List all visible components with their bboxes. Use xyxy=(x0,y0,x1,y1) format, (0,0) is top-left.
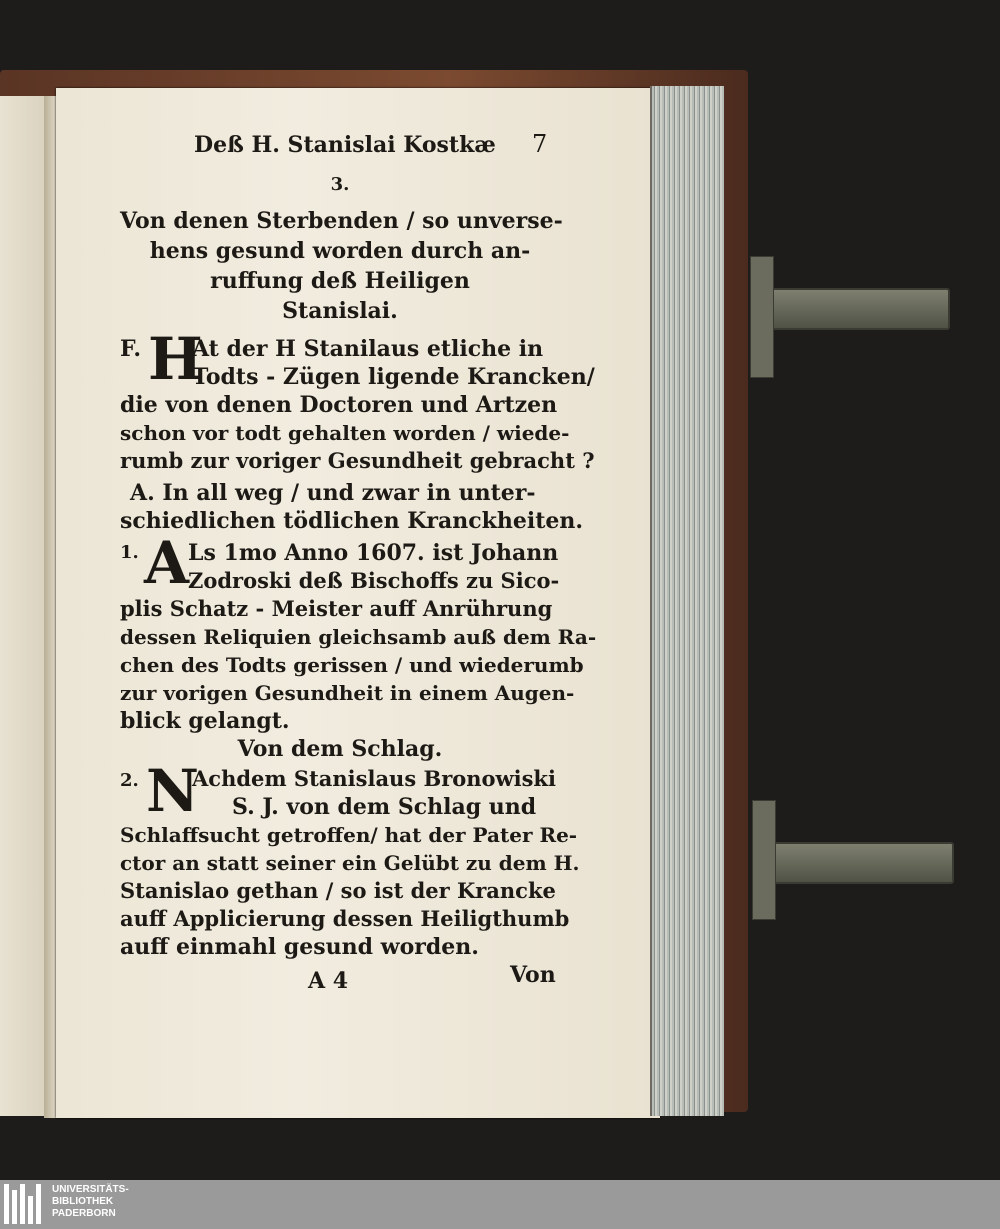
paragraph-line: auff Applicierung dessen Heiligthumb xyxy=(120,906,570,931)
paragraph-line: Schlaffsucht getroffen/ hat der Pater Re- xyxy=(120,823,578,847)
left-page xyxy=(0,96,50,1116)
paragraph-line: Achdem Stanislaus Bronowiski xyxy=(192,766,556,791)
paragraph-line: zur vorigen Gesundheit in einem Augen- xyxy=(120,681,575,705)
answer-line: schiedlichen tödlichen Kranckheiten. xyxy=(120,508,584,534)
drop-cap-n: N xyxy=(146,757,200,825)
upper-clasp xyxy=(752,288,950,330)
lower-clasp xyxy=(754,842,954,884)
question-line: rumb zur voriger Gesundheit gebracht ? xyxy=(120,448,595,473)
heading-line: hens gesund worden durch an- xyxy=(149,238,531,264)
upper-clasp-pin xyxy=(750,256,774,378)
paragraph-number: 1. xyxy=(120,542,139,563)
page-edges xyxy=(650,86,724,1116)
answer-line: A. In all weg / und zwar in unter- xyxy=(130,480,536,506)
catchword: Von xyxy=(510,962,556,988)
library-logo-text: UNIVERSITÄTS- BIBLIOTHEK PADERBORN xyxy=(52,1184,129,1219)
running-title: Deß H. Stanislai Kostkæ xyxy=(194,132,496,158)
drop-cap-a: A xyxy=(144,529,190,597)
question-line: Todts - Zügen ligende Krancken/ xyxy=(192,364,595,390)
paragraph-line: plis Schatz - Meister auff Anrührung xyxy=(120,596,553,621)
signature-mark: A 4 xyxy=(308,968,349,994)
lower-clasp-pin xyxy=(752,800,776,920)
section-number: 3. xyxy=(330,174,350,195)
paragraph-line: Stanislao gethan / so ist der Krancke xyxy=(120,878,556,903)
library-footer xyxy=(0,1180,1000,1229)
question-line: At der H Stanilaus etliche in xyxy=(192,336,544,362)
paragraph-line: Ls 1mo Anno 1607. ist Johann xyxy=(188,540,559,566)
question-line: die von denen Doctoren und Artzen xyxy=(120,392,558,418)
paragraph-line: ctor an statt seiner ein Gelübt zu dem H. xyxy=(120,851,580,875)
paragraph-line: auff einmahl gesund worden. xyxy=(120,934,479,960)
heading-line: Stanislai. xyxy=(282,298,398,324)
subheading: Von dem Schlag. xyxy=(237,736,443,762)
question-line: schon vor todt gehalten worden / wiede- xyxy=(120,421,570,445)
drop-cap-h: H xyxy=(148,325,203,393)
paragraph-number: 2. xyxy=(120,770,139,791)
paragraph-line: S. J. von dem Schlag und xyxy=(232,794,537,820)
paragraph-line: Zodroski deß Bischoffs zu Sico- xyxy=(188,568,560,593)
paragraph-line: dessen Reliquien gleichsamb auß dem Ra- xyxy=(120,625,597,649)
paragraph-line: blick gelangt. xyxy=(120,708,290,734)
question-marker: F. xyxy=(120,336,142,362)
heading-line: Von denen Sterbenden / so unverse- xyxy=(120,208,563,234)
heading-line: ruffung deß Heiligen xyxy=(210,268,470,294)
library-logo-icon xyxy=(4,1184,46,1224)
page-number: 7 xyxy=(532,130,548,158)
paragraph-line: chen des Todts gerissen / und wiederumb xyxy=(120,653,584,677)
